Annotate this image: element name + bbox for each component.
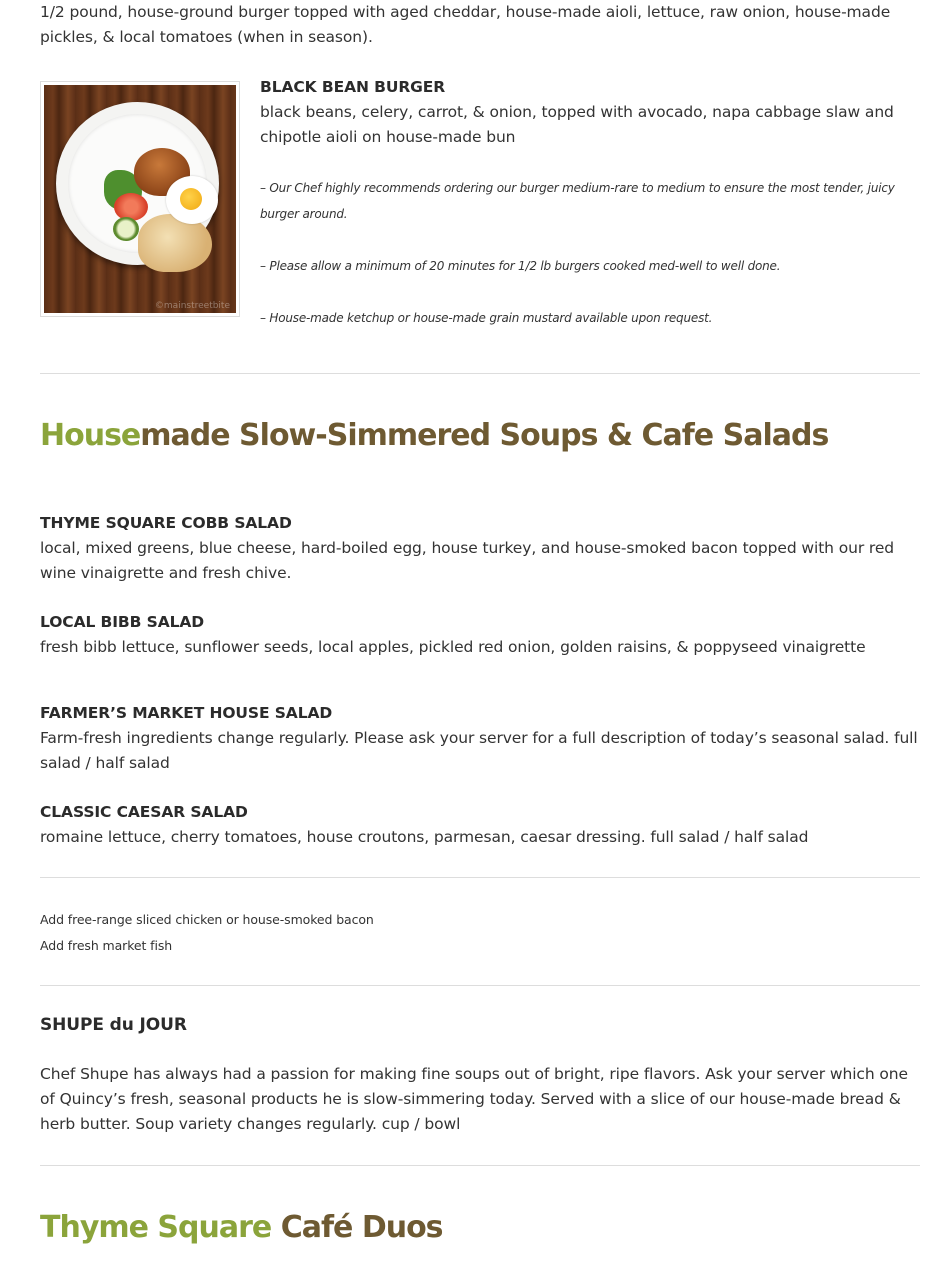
addon-market-fish: Add fresh market fish — [40, 938, 173, 953]
burger-plate-image — [44, 85, 236, 313]
item-title: FARMER’S MARKET HOUSE SALAD — [40, 704, 333, 722]
menu-item-bibb-salad — [40, 610, 920, 660]
addons-list — [40, 907, 920, 959]
item-title: LOCAL BIBB SALAD — [40, 613, 205, 631]
addon-chicken-bacon: Add free-range sliced chicken or house-smoked bacon — [40, 912, 374, 927]
soup-description: Chef Shupe has always had a passion for making fine soups out of bright, ripe flavors. Ask your server which one of Quincy’s fresh, seasonal products he is slow-simmering today. Served with a slice of our house-made bread & herb butter. Soup variety changes regularly. cup / bowl — [40, 1065, 908, 1133]
item-description: black beans, celery, carrot, & onion, topped with avocado, napa cabbage slaw and chipotle aioli on house-made bun — [260, 103, 894, 146]
item-description: romaine lettuce, cherry tomatoes, house croutons, parmesan, caesar dressing. full salad / half salad — [40, 828, 809, 846]
image-watermark: ©mainstreetbite — [154, 301, 230, 311]
soups-salads-heading — [40, 416, 920, 456]
soup-title: SHUPE du JOUR — [40, 1015, 187, 1035]
condiments-note: – House-made ketchup or house-made grain mustard available upon request. — [260, 311, 713, 325]
item-description: fresh bibb lettuce, sunflower seeds, local apples, pickled red onion, golden raisins, & poppyseed vinaigrette — [40, 638, 866, 656]
heading-accent: Thyme Square — [40, 1210, 272, 1245]
heading-rest: made Slow-Simmered Soups & Cafe Salads — [140, 418, 829, 453]
menu-item-cobb-salad — [40, 511, 920, 586]
menu-item-farmers-market-salad — [40, 701, 920, 776]
item-description: Farm-fresh ingredients change regularly. Please ask your server for a full description of today’s seasonal salad. full salad / half salad — [40, 729, 918, 772]
item-title: THYME SQUARE COBB SALAD — [40, 514, 292, 532]
divider — [40, 877, 920, 878]
cafe-duos-heading — [40, 1208, 920, 1248]
cooking-time-note: – Please allow a minimum of 20 minutes for 1/2 lb burgers cooked med-well to well done. — [260, 259, 781, 273]
black-bean-burger-photo — [40, 81, 240, 317]
divider — [40, 373, 920, 374]
divider — [40, 1165, 920, 1166]
black-bean-burger-item — [260, 75, 920, 150]
burger-description: 1/2 pound, house-ground burger topped with aged cheddar, house-made aioli, lettuce, raw onion, house-made pickles, & local tomatoes (when in season). — [40, 3, 891, 46]
item-title: CLASSIC CAESAR SALAD — [40, 803, 248, 821]
menu-item-caesar-salad — [40, 800, 920, 850]
heading-rest: Café Duos — [271, 1210, 443, 1245]
item-description: local, mixed greens, blue cheese, hard-boiled egg, house turkey, and house-smoked bacon topped with our red wine vinaigrette and fresh chive. — [40, 539, 895, 582]
divider — [40, 985, 920, 986]
chef-recommendation-note: – Our Chef highly recommends ordering our burger medium-rare to medium to ensure the most tender, juicy burger around. — [260, 181, 895, 221]
item-title: BLACK BEAN BURGER — [260, 78, 446, 96]
heading-accent: House — [40, 418, 141, 453]
